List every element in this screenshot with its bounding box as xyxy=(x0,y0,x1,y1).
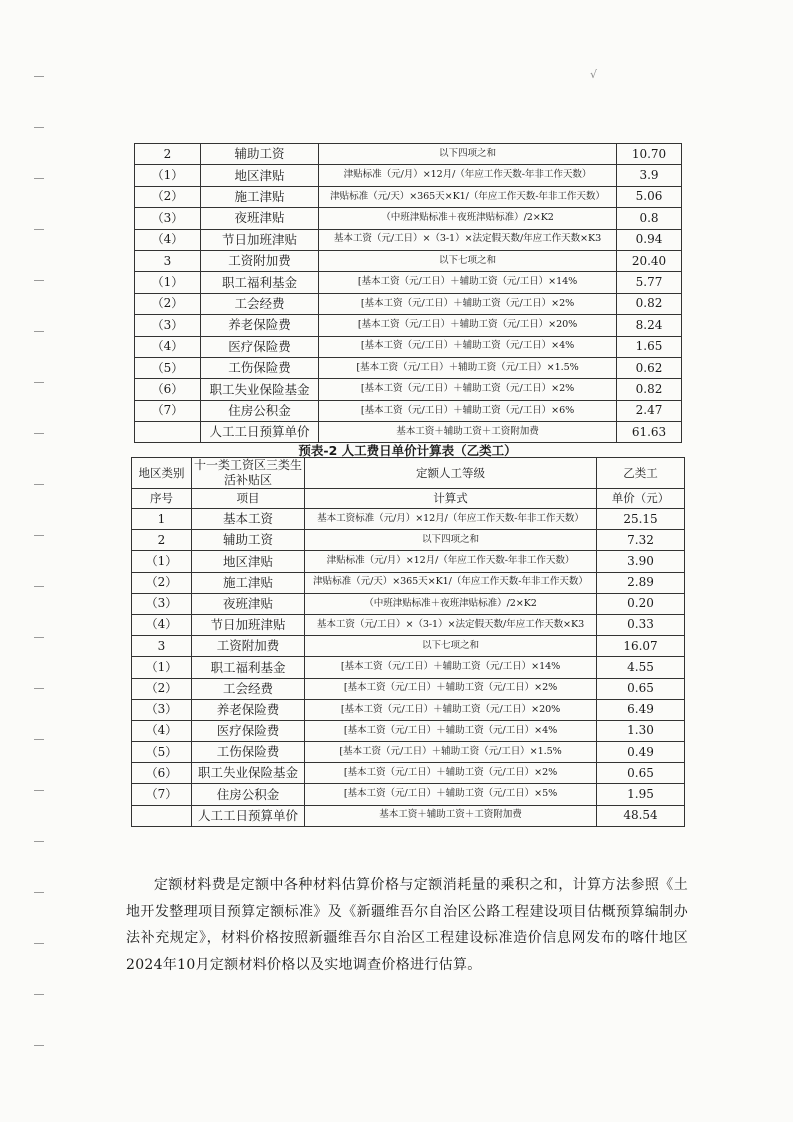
row-number: （1） xyxy=(132,551,192,572)
table-row xyxy=(132,572,685,593)
table-row xyxy=(132,720,685,741)
margin-mark xyxy=(34,76,44,77)
row-formula: [基本工资（元/工日）＋辅助工资（元/工日）×2% xyxy=(319,293,617,314)
row-item: 职工福利基金 xyxy=(201,272,319,293)
margin-mark xyxy=(34,739,44,740)
row-formula: 津贴标准（元/月）×12月/（年应工作天数-年非工作天数） xyxy=(305,551,597,572)
row-formula: [基本工资（元/工日）＋辅助工资（元/工日）×2% xyxy=(305,678,597,699)
table-row xyxy=(132,742,685,763)
row-item: 施工津贴 xyxy=(192,572,305,593)
table-row xyxy=(135,208,682,229)
margin-mark xyxy=(34,382,44,383)
header-grade-label: 定额人工等级 xyxy=(305,458,597,489)
row-formula: [基本工资（元/工日）＋辅助工资（元/工日）×2% xyxy=(319,379,617,400)
row-number: （5） xyxy=(132,742,192,763)
row-formula: 基本工资标准（元/月）×12月/（年应工作天数-年非工作天数） xyxy=(305,509,597,530)
row-formula: [基本工资（元/工日）＋辅助工资（元/工日）×4% xyxy=(319,336,617,357)
row-number: （3） xyxy=(132,699,192,720)
row-number: （7） xyxy=(135,400,201,421)
scan-mark: √ xyxy=(590,68,598,81)
table-row xyxy=(135,379,682,400)
row-number: （3） xyxy=(135,208,201,229)
row-item: 医疗保险费 xyxy=(201,336,319,357)
row-value: 0.65 xyxy=(597,678,685,699)
row-number: 1 xyxy=(132,509,192,530)
row-value: 7.32 xyxy=(597,530,685,551)
row-value: 0.65 xyxy=(597,763,685,784)
header-area-category: 地区类别 xyxy=(132,458,192,489)
row-item: 辅助工资 xyxy=(192,530,305,551)
row-number xyxy=(132,805,192,826)
row-formula: [基本工资（元/工日）＋辅助工资（元/工日）×4% xyxy=(305,720,597,741)
margin-mark xyxy=(34,535,44,536)
row-formula: （中班津贴标准＋夜班津贴标准）/2×K2 xyxy=(305,593,597,614)
row-value: 4.55 xyxy=(597,657,685,678)
row-number: （4） xyxy=(135,336,201,357)
row-item: 工伤保险费 xyxy=(192,742,305,763)
row-value: 0.82 xyxy=(617,379,682,400)
row-formula: [基本工资（元/工日）＋辅助工资（元/工日）×2% xyxy=(305,763,597,784)
row-number: 2 xyxy=(132,530,192,551)
table-row xyxy=(135,400,682,421)
row-item: 工会经费 xyxy=(192,678,305,699)
row-number: 3 xyxy=(132,636,192,657)
table-row xyxy=(132,699,685,720)
table-row xyxy=(135,186,682,207)
row-item: 辅助工资 xyxy=(201,144,319,165)
row-item: 工资附加费 xyxy=(201,250,319,271)
row-value: 2.47 xyxy=(617,400,682,421)
row-item: 节日加班津贴 xyxy=(192,614,305,635)
margin-mark xyxy=(34,1045,44,1046)
row-number: （6） xyxy=(135,379,201,400)
row-number: （4） xyxy=(135,229,201,250)
row-number: （6） xyxy=(132,763,192,784)
row-number: （2） xyxy=(135,293,201,314)
header-item: 项目 xyxy=(192,489,305,509)
row-number: （2） xyxy=(132,678,192,699)
row-value: 20.40 xyxy=(617,250,682,271)
row-formula: 基本工资＋辅助工资＋工资附加费 xyxy=(319,422,617,443)
row-value: 1.65 xyxy=(617,336,682,357)
row-value: 0.33 xyxy=(597,614,685,635)
row-formula: 基本工资＋辅助工资＋工资附加费 xyxy=(305,805,597,826)
wage-table-b-body xyxy=(132,509,685,827)
row-formula: 以下七项之和 xyxy=(305,636,597,657)
row-item: 夜班津贴 xyxy=(201,208,319,229)
row-formula: 以下四项之和 xyxy=(319,144,617,165)
margin-mark xyxy=(34,841,44,842)
row-item: 工资附加费 xyxy=(192,636,305,657)
header-seq: 序号 xyxy=(132,489,192,509)
row-value: 6.49 xyxy=(597,699,685,720)
row-item: 养老保险费 xyxy=(192,699,305,720)
row-formula: 以下四项之和 xyxy=(305,530,597,551)
row-number: （4） xyxy=(132,614,192,635)
row-item: 地区津贴 xyxy=(201,165,319,186)
row-value: 0.49 xyxy=(597,742,685,763)
row-formula: [基本工资（元/工日）＋辅助工资（元/工日）×1.5% xyxy=(305,742,597,763)
row-item: 人工工日预算单价 xyxy=(201,422,319,443)
row-formula: 基本工资（元/工日）×（3-1）×法定假天数/年应工作天数×K3 xyxy=(305,614,597,635)
margin-mark xyxy=(34,892,44,893)
wage-table-continued-body xyxy=(135,144,682,443)
table-header-row xyxy=(132,458,685,489)
row-value: 0.82 xyxy=(617,293,682,314)
margin-mark xyxy=(34,433,44,434)
row-item: 医疗保险费 xyxy=(192,720,305,741)
row-number xyxy=(135,422,201,443)
row-value: 0.62 xyxy=(617,357,682,378)
row-item: 基本工资 xyxy=(192,509,305,530)
table-row xyxy=(132,614,685,635)
row-number: （3） xyxy=(132,593,192,614)
row-value: 5.06 xyxy=(617,186,682,207)
row-formula: [基本工资（元/工日）＋辅助工资（元/工日）×20% xyxy=(319,315,617,336)
row-formula: （中班津贴标准＋夜班津贴标准）/2×K2 xyxy=(319,208,617,229)
header-area-value: 十一类工资区三类生活补贴区 xyxy=(192,458,305,489)
table-row xyxy=(135,144,682,165)
table-row xyxy=(132,636,685,657)
row-value: 0.8 xyxy=(617,208,682,229)
row-formula: 津贴标准（元/天）×365天×K1/（年应工作天数-年非工作天数） xyxy=(319,186,617,207)
row-item: 施工津贴 xyxy=(201,186,319,207)
row-value: 2.89 xyxy=(597,572,685,593)
row-formula: [基本工资（元/工日）＋辅助工资（元/工日）×1.5% xyxy=(319,357,617,378)
table2-caption: 预表-2 人工费日单价计算表（乙类工） xyxy=(298,443,517,458)
table-row xyxy=(132,805,685,826)
wage-table-continued xyxy=(134,143,682,443)
table-row xyxy=(132,593,685,614)
margin-mark xyxy=(34,637,44,638)
row-value: 0.20 xyxy=(597,593,685,614)
table-row xyxy=(132,530,685,551)
margin-mark xyxy=(34,688,44,689)
row-value: 61.63 xyxy=(617,422,682,443)
table-row xyxy=(135,165,682,186)
row-formula: [基本工资（元/工日）＋辅助工资（元/工日）×6% xyxy=(319,400,617,421)
table-row xyxy=(135,229,682,250)
table-row xyxy=(135,336,682,357)
row-formula: [基本工资（元/工日）＋辅助工资（元/工日）×20% xyxy=(305,699,597,720)
margin-mark xyxy=(34,280,44,281)
row-number: （4） xyxy=(132,720,192,741)
row-formula: [基本工资（元/工日）＋辅助工资（元/工日）×14% xyxy=(319,272,617,293)
table-row xyxy=(135,293,682,314)
row-item: 工会经费 xyxy=(201,293,319,314)
row-item: 养老保险费 xyxy=(201,315,319,336)
row-number: （1） xyxy=(132,657,192,678)
margin-mark xyxy=(34,790,44,791)
row-value: 16.07 xyxy=(597,636,685,657)
table-row xyxy=(135,250,682,271)
table-row xyxy=(132,509,685,530)
margin-mark xyxy=(34,331,44,332)
row-formula: 基本工资（元/工日）×（3-1）×法定假天数/年应工作天数×K3 xyxy=(319,229,617,250)
row-value: 10.70 xyxy=(617,144,682,165)
row-number: （2） xyxy=(135,186,201,207)
row-value: 3.90 xyxy=(597,551,685,572)
header-formula: 计算式 xyxy=(305,489,597,509)
table-row xyxy=(132,657,685,678)
table-row xyxy=(132,678,685,699)
margin-mark xyxy=(34,178,44,179)
row-formula: [基本工资（元/工日）＋辅助工资（元/工日）×5% xyxy=(305,784,597,805)
row-formula: 以下七项之和 xyxy=(319,250,617,271)
row-item: 夜班津贴 xyxy=(192,593,305,614)
table-row xyxy=(135,272,682,293)
row-formula: 津贴标准（元/月）×12月/（年应工作天数-年非工作天数） xyxy=(319,165,617,186)
row-item: 职工失业保险基金 xyxy=(201,379,319,400)
margin-mark xyxy=(34,994,44,995)
row-value: 1.30 xyxy=(597,720,685,741)
row-number: （7） xyxy=(132,784,192,805)
row-formula: [基本工资（元/工日）＋辅助工资（元/工日）×14% xyxy=(305,657,597,678)
row-number: （2） xyxy=(132,572,192,593)
row-number: （1） xyxy=(135,272,201,293)
table-row xyxy=(135,357,682,378)
table-subheader-row xyxy=(132,489,685,509)
row-number: 3 xyxy=(135,250,201,271)
table-row xyxy=(135,315,682,336)
wage-table-b xyxy=(131,457,685,827)
margin-mark xyxy=(34,229,44,230)
row-value: 3.9 xyxy=(617,165,682,186)
table-row xyxy=(135,422,682,443)
row-item: 节日加班津贴 xyxy=(201,229,319,250)
row-value: 25.15 xyxy=(597,509,685,530)
row-formula: 津贴标准（元/天）×365天×K1/（年应工作天数-年非工作天数） xyxy=(305,572,597,593)
table-row xyxy=(132,551,685,572)
row-item: 住房公积金 xyxy=(201,400,319,421)
row-value: 0.94 xyxy=(617,229,682,250)
row-item: 职工福利基金 xyxy=(192,657,305,678)
margin-mark xyxy=(34,586,44,587)
table-row xyxy=(132,763,685,784)
row-number: （5） xyxy=(135,357,201,378)
row-number: 2 xyxy=(135,144,201,165)
row-item: 职工失业保险基金 xyxy=(192,763,305,784)
row-value: 5.77 xyxy=(617,272,682,293)
margin-mark xyxy=(34,484,44,485)
header-worker-class: 乙类工 xyxy=(597,458,685,489)
row-number: （1） xyxy=(135,165,201,186)
material-cost-paragraph: 定额材料费是定额中各种材料估算价格与定额消耗量的乘积之和，计算方法参照《土地开发整理项目预算定额标准》及《新疆维吾尔自治区公路工程建设项目估概预算编制办法补充规定》，材料价格按照新疆维吾尔自治区工程建设标准造价信息网发布的喀什地区2024年10月定额材料价格以及实地调查价格进行估算。 xyxy=(126,877,688,973)
row-item: 人工工日预算单价 xyxy=(192,805,305,826)
table-row xyxy=(132,784,685,805)
row-item: 地区津贴 xyxy=(192,551,305,572)
margin-mark xyxy=(34,943,44,944)
header-unit-price: 单价（元） xyxy=(597,489,685,509)
row-value: 8.24 xyxy=(617,315,682,336)
margin-mark xyxy=(34,127,44,128)
row-value: 1.95 xyxy=(597,784,685,805)
row-item: 住房公积金 xyxy=(192,784,305,805)
row-value: 48.54 xyxy=(597,805,685,826)
row-number: （3） xyxy=(135,315,201,336)
row-item: 工伤保险费 xyxy=(201,357,319,378)
